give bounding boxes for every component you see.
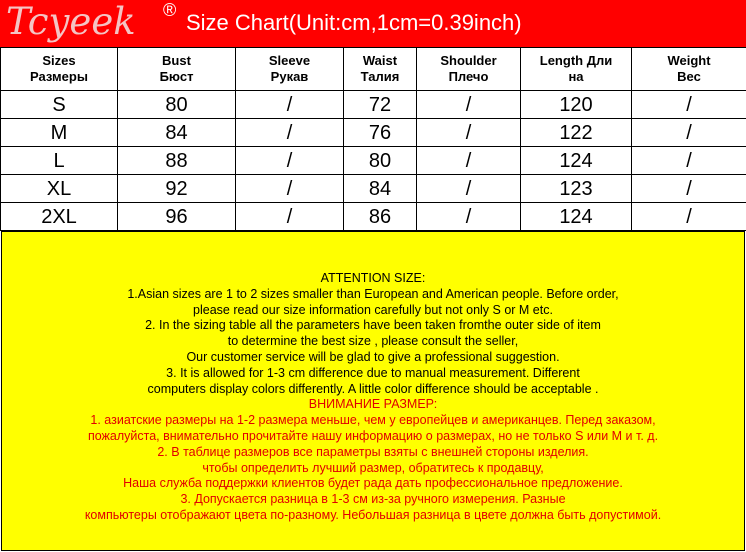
column-header-sleeve: Sleeve Рукав (236, 48, 344, 91)
table-cell: / (236, 119, 344, 147)
table-header-row (1, 48, 746, 91)
column-header-waist: Waist Талия (344, 48, 417, 91)
table-row (1, 203, 746, 231)
notice-line-en: please read our size information carefully but not only S or M etc. (193, 302, 553, 317)
table-cell: 96 (118, 203, 236, 231)
table-cell: 88 (118, 147, 236, 175)
table-cell: / (236, 175, 344, 203)
attention-notice (1, 231, 745, 551)
table-cell: / (632, 203, 746, 231)
table-cell: / (632, 91, 746, 119)
table-row (1, 119, 746, 147)
column-header-shoulder: Shoulder Плечо (417, 48, 521, 91)
table-cell: 123 (521, 175, 632, 203)
notice-line-ru: Наша служба поддержки клиентов будет рада дать профессиональное предложение. (123, 476, 623, 491)
table-cell: L (1, 147, 118, 175)
notice-line-ru: компьютеры отображают цвета по-разному. Небольшая разница в цвете должна быть допустимой. (84, 507, 662, 522)
table-cell: XL (1, 175, 118, 203)
table-cell: / (417, 147, 521, 175)
table-cell: / (417, 175, 521, 203)
table-cell: / (417, 119, 521, 147)
table-cell: / (632, 119, 746, 147)
notice-line-ru: 3. Допускается разница в 1-3 см из-за ручного измерения. Разные (180, 492, 566, 507)
table-row (1, 175, 746, 203)
table-cell: 80 (344, 147, 417, 175)
table-row (1, 91, 746, 119)
table-row (1, 147, 746, 175)
column-header-bust: Bust Бюст (118, 48, 236, 91)
page-title: Size Chart(Unit:cm,1cm=0.39inch) (186, 10, 522, 35)
notice-line-en: ATTENTION SIZE: (320, 271, 426, 285)
table-cell: 72 (344, 91, 417, 119)
table-cell: / (236, 203, 344, 231)
notice-line-ru: чтобы определить лучший размер, обратитесь к продавцу, (202, 460, 544, 475)
column-header-weight: Weight Вес (632, 48, 746, 91)
table-cell: 124 (521, 203, 632, 231)
table-cell: 84 (344, 175, 417, 203)
notice-line-en: 2. In the sizing table all the parameters have been taken fromthe outer side of item (145, 318, 601, 333)
column-header-sizes: Sizes Размеры (1, 48, 118, 91)
notice-line-en: to determine the best size , please consult the seller, (227, 334, 519, 349)
table-cell: 92 (118, 175, 236, 203)
table-cell: / (236, 147, 344, 175)
notice-line-ru: ВНИМАНИЕ РАЗМЕР: (308, 397, 438, 412)
notice-line-ru: пожалуйста, внимательно прочитайте нашу информацию о размерах, но не только S или M и т. д. (87, 428, 659, 443)
notice-line-ru: 1. азиатские размеры на 1-2 размера меньше, чем у европейцев и американцев. Перед заказом, (90, 413, 656, 428)
table-cell: 2XL (1, 203, 118, 231)
notice-line-en: 3. It is allowed for 1-3 cm difference due to manual measurement. Different (166, 365, 580, 380)
header-banner (0, 0, 746, 48)
size-table (0, 47, 746, 231)
table-cell: 120 (521, 91, 632, 119)
table-cell: / (417, 91, 521, 119)
notice-line-ru: 2. В таблице размеров все параметры взяты с внешней стороны изделия. (157, 444, 589, 459)
table-cell: / (632, 147, 746, 175)
table-cell: 124 (521, 147, 632, 175)
notice-line-en: computers display colors differently. A little color difference should be acceptable . (147, 381, 599, 396)
table-cell: / (417, 203, 521, 231)
table-cell: 122 (521, 119, 632, 147)
table-cell: / (632, 175, 746, 203)
notice-line-en: Our customer service will be glad to give a professional suggestion. (186, 349, 560, 364)
table-cell: M (1, 119, 118, 147)
brand-logo: Tcyeek (6, 0, 136, 43)
table-cell: S (1, 91, 118, 119)
column-header-length: Length Дли на (521, 48, 632, 91)
table-cell: 76 (344, 119, 417, 147)
table-cell: / (236, 91, 344, 119)
table-cell: 80 (118, 91, 236, 119)
table-cell: 86 (344, 203, 417, 231)
table-cell: 84 (118, 119, 236, 147)
registered-mark: ® (163, 0, 177, 20)
notice-line-en: 1.Asian sizes are 1 to 2 sizes smaller than European and American people. Before order, (127, 286, 619, 301)
